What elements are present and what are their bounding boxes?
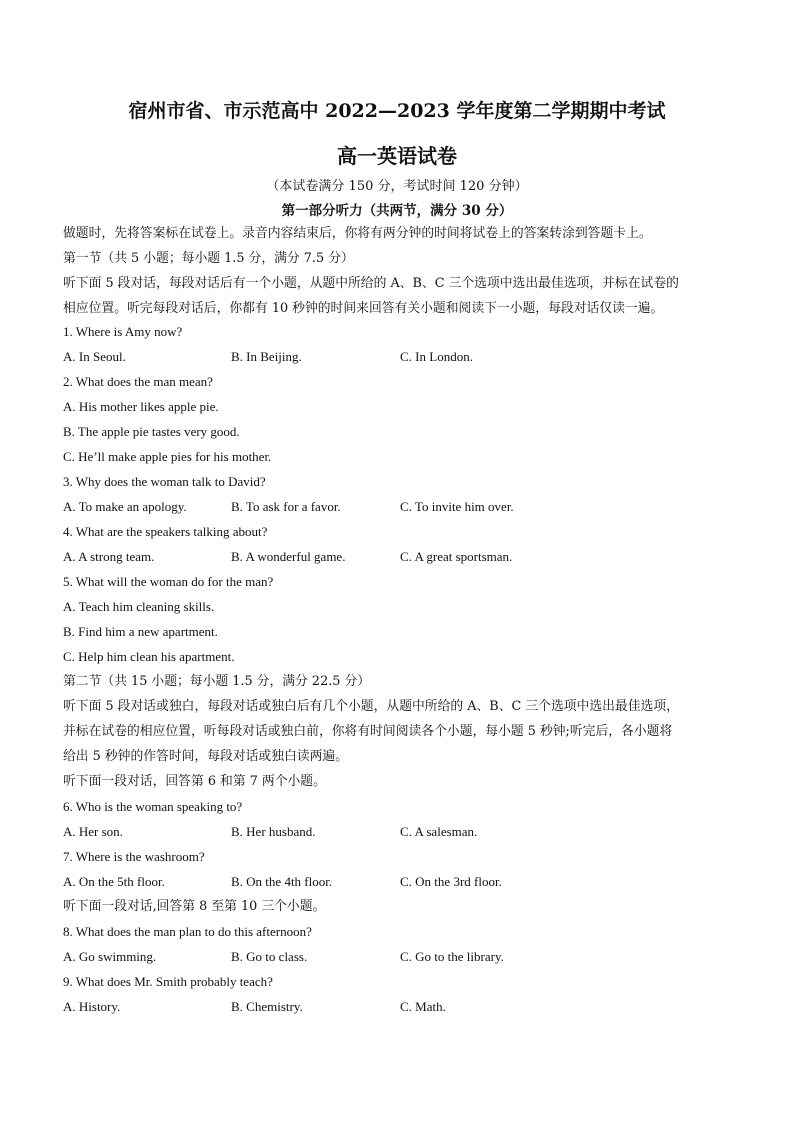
option-b: B. A wonderful game. (231, 549, 346, 564)
option-b: B. Chemistry. (231, 999, 303, 1014)
options-row (63, 874, 743, 890)
exam-subtitle: 高一英语试卷 (337, 144, 457, 168)
section1-directions: 听下面 5 段对话，每段对话后有一个小题，从题中所给的 A、B、C 三个选项中选出最佳选项，并标在试卷的 (63, 276, 679, 291)
question-7: 7. Where is the washroom? (63, 849, 205, 864)
question-9: 9. What does Mr. Smith probably teach? (63, 974, 273, 989)
option-c: C. Help him clean his apartment. (63, 649, 235, 664)
option-c: C. Math. (400, 999, 446, 1014)
option-c: C. A great sportsman. (400, 549, 513, 564)
question-4: 4. What are the speakers talking about? (63, 524, 268, 539)
group-instruction: 听下面一段对话，回答第 6 和第 7 两个小题。 (63, 774, 326, 789)
option-c: C. To invite him over. (400, 499, 514, 514)
option-c: C. He’ll make apple pies for his mother. (63, 449, 272, 464)
option-b: B. On the 4th floor. (231, 874, 333, 889)
option-a: A. To make an apology. (63, 499, 187, 514)
option-c: C. Go to the library. (400, 949, 504, 964)
exam-note: （本试卷满分 150 分，考试时间 120 分钟） (266, 179, 528, 194)
option-a: A. Go swimming. (63, 949, 157, 964)
option-a: A. In Seoul. (63, 349, 126, 364)
option-c: C. On the 3rd floor. (400, 874, 502, 889)
option-c: C. A salesman. (400, 824, 478, 839)
exam-title: 宿州市省、市示范高中 2022—2023 学年度第二学期期中考试 (128, 100, 666, 122)
option-a: A. On the 5th floor. (63, 874, 165, 889)
section1-directions: 相应位置。听完每段对话后，你都有 10 秒钟的时间来回答有关小题和阅读下一小题，每段对话仅读一遍。 (63, 301, 664, 316)
options-row (63, 499, 743, 515)
options-row (63, 349, 743, 365)
options-row (63, 824, 743, 840)
option-b: B. Go to class. (231, 949, 308, 964)
option-b: B. To ask for a favor. (231, 499, 341, 514)
option-a: A. Teach him cleaning skills. (63, 599, 215, 614)
option-a: A. His mother likes apple pie. (63, 399, 219, 414)
option-b: B. The apple pie tastes very good. (63, 424, 240, 439)
question-1: 1. Where is Amy now? (63, 324, 183, 339)
section2-directions: 听下面 5 段对话或独白，每段对话或独白后有几个小题，从题中所给的 A、B、C 三个选项中选出最佳选项， (63, 699, 679, 714)
options-row (63, 949, 743, 965)
section2-directions: 并标在试卷的相应位置，听每段对话或独白前，你将有时间阅读各个小题，每小题 5 秒钟;听完后，各小题将 (63, 724, 673, 739)
intro-line: 做题时，先将答案标在试卷上。录音内容结束后，你将有两分钟的时间将试卷上的答案转涂到答题卡上。 (63, 226, 652, 241)
option-c: C. In London. (400, 349, 473, 364)
option-a: A. History. (63, 999, 121, 1014)
question-6: 6. Who is the woman speaking to? (63, 799, 243, 814)
option-b: B. Find him a new apartment. (63, 624, 218, 639)
options-row (63, 549, 743, 565)
option-a: A. Her son. (63, 824, 123, 839)
section2-directions: 给出 5 秒钟的作答时间，每段对话或独白读两遍。 (63, 749, 349, 764)
option-b: B. In Beijing. (231, 349, 302, 364)
question-2: 2. What does the man mean? (63, 374, 213, 389)
group-instruction: 听下面一段对话,回答第 8 至第 10 三个小题。 (63, 899, 326, 914)
option-b: B. Her husband. (231, 824, 316, 839)
question-8: 8. What does the man plan to do this afternoon? (63, 924, 312, 939)
part1-heading: 第一部分听力（共两节，满分 30 分） (281, 203, 513, 219)
section1-heading: 第一节（共 5 小题；每小题 1.5 分，满分 7.5 分） (63, 251, 354, 266)
question-3: 3. Why does the woman talk to David? (63, 474, 266, 489)
options-row (63, 999, 743, 1015)
section2-heading: 第二节（共 15 小题；每小题 1.5 分，满分 22.5 分） (63, 674, 371, 689)
option-a: A. A strong team. (63, 549, 155, 564)
question-5: 5. What will the woman do for the man? (63, 574, 274, 589)
